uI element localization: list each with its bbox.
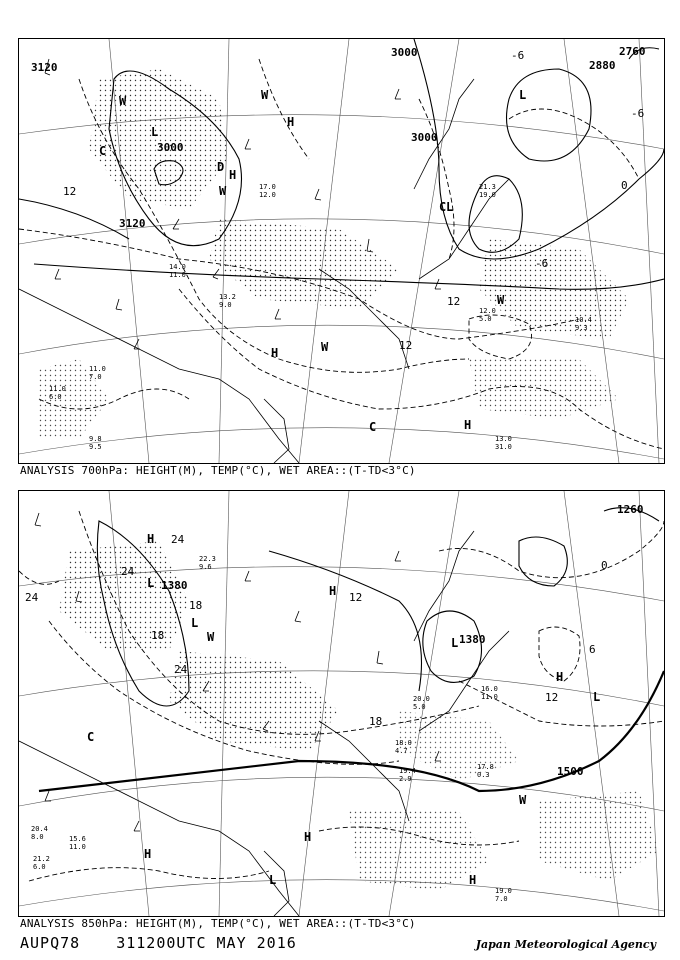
height-label: 1500: [557, 765, 584, 778]
temp-label: -6: [535, 257, 549, 270]
warm-center-marker: W: [207, 630, 215, 644]
svg-text:22.3: 22.3: [199, 555, 216, 563]
svg-text:12.0: 12.0: [479, 307, 496, 315]
warm-center-marker: W: [219, 184, 227, 198]
svg-text:2.9: 2.9: [399, 775, 412, 783]
temp-label: 18: [151, 629, 165, 642]
low-center-marker: L: [269, 873, 277, 887]
svg-text:21.2: 21.2: [33, 855, 50, 863]
height-label: 1260: [617, 503, 644, 516]
high-center-marker: H: [464, 418, 472, 432]
svg-text:11.0: 11.0: [89, 365, 106, 373]
station-plot: [399, 767, 416, 783]
svg-text:8.0: 8.0: [31, 833, 44, 841]
svg-text:11.0: 11.0: [69, 843, 86, 851]
svg-text:0.3: 0.3: [477, 771, 490, 779]
warm-center-marker: W: [119, 94, 127, 108]
svg-text:13.2: 13.2: [219, 293, 236, 301]
svg-text:11.0: 11.0: [169, 271, 186, 279]
svg-text:18.0: 18.0: [395, 739, 412, 747]
svg-text:19.4: 19.4: [399, 767, 416, 775]
wet-area: [349, 811, 489, 891]
wet-area: [89, 69, 229, 209]
svg-text:10.4: 10.4: [575, 316, 592, 324]
temp-label: 12: [545, 691, 559, 704]
svg-text:5.0: 5.0: [413, 703, 426, 711]
svg-text:9.0: 9.0: [219, 301, 232, 309]
map-panel-700hpa: [18, 38, 665, 464]
map-850hpa-canvas: [19, 491, 664, 916]
svg-text:5.0: 5.0: [479, 315, 492, 323]
svg-text:14.0: 14.0: [169, 263, 186, 271]
station-plot: [479, 183, 496, 199]
high-center-marker: H: [144, 847, 152, 861]
low-center-marker: L: [147, 576, 155, 590]
high-center-marker: H: [304, 830, 312, 844]
svg-text:9.5: 9.5: [89, 443, 102, 451]
svg-text:31.0: 31.0: [495, 443, 512, 451]
high-center-marker: H: [229, 168, 237, 182]
valid-time: 311200UTC MAY 2016: [116, 934, 297, 952]
station-plot: [89, 435, 102, 451]
warm-center-marker: W: [497, 293, 505, 307]
low-center-marker: L: [519, 88, 527, 102]
svg-text:11.0: 11.0: [481, 693, 498, 701]
temp-label: 12: [447, 295, 461, 308]
svg-text:9.8: 9.8: [89, 435, 102, 443]
station-plot: [481, 685, 498, 701]
svg-text:6.0: 6.0: [33, 863, 46, 871]
station-plot: [259, 183, 276, 199]
temp-label: 6: [589, 643, 596, 656]
cold-center-marker: C: [439, 200, 447, 214]
svg-text:9.3: 9.3: [575, 324, 588, 332]
station-plot: [89, 365, 106, 381]
low-center-marker: L: [451, 636, 459, 650]
high-center-marker: H: [287, 115, 295, 129]
height-label: 3000: [391, 46, 418, 59]
station-plot: [495, 435, 512, 451]
svg-text:20.0: 20.0: [413, 695, 430, 703]
temp-label: 0: [621, 179, 628, 192]
svg-text:12.0: 12.0: [259, 191, 276, 199]
height-label: 2760: [619, 45, 646, 58]
svg-text:20.4: 20.4: [31, 825, 48, 833]
low-center-marker: L: [446, 200, 454, 214]
svg-text:7.0: 7.0: [495, 895, 508, 903]
temp-label: 24: [171, 533, 185, 546]
height-label: 1380: [459, 633, 486, 646]
warm-center-marker: W: [321, 340, 329, 354]
temp-label: 12: [63, 185, 77, 198]
station-plot: [31, 825, 48, 841]
station-plot: [219, 293, 236, 309]
map-panel-850hpa: [18, 490, 665, 917]
height-label: 3000: [157, 141, 184, 154]
temp-label: 18: [369, 715, 383, 728]
svg-text:13.0: 13.0: [495, 435, 512, 443]
panel-caption-700hpa: ANALYSIS 700hPa: HEIGHT(M), TEMP(°C), WET AREA::(T-TD<3°C): [20, 464, 416, 477]
temp-label: -6: [631, 107, 645, 120]
station-plot: [33, 855, 50, 871]
svg-text:19.0: 19.0: [495, 887, 512, 895]
svg-text:11.0: 11.0: [49, 385, 66, 393]
warm-center-marker: W: [519, 793, 527, 807]
high-center-marker: H: [556, 670, 564, 684]
temp-label: -6: [511, 49, 525, 62]
station-plot: [413, 695, 430, 711]
low-center-marker: L: [191, 616, 199, 630]
low-center-marker: L: [593, 690, 601, 704]
wet-area: [59, 541, 189, 651]
cold-center-marker: C: [87, 730, 95, 744]
warm-center-marker: W: [261, 88, 269, 102]
svg-text:9.6: 9.6: [199, 563, 212, 571]
agency-credit: Japan Meteorological Agency: [475, 938, 656, 951]
temp-label: 18: [189, 599, 203, 612]
station-plot: [477, 763, 494, 779]
temp-label: 24: [121, 565, 135, 578]
svg-text:21.3: 21.3: [479, 183, 496, 191]
wet-area: [209, 219, 399, 309]
wet-area: [169, 651, 339, 751]
temp-label: 0: [601, 559, 608, 572]
temp-label: 12: [349, 591, 363, 604]
svg-text:16.0: 16.0: [481, 685, 498, 693]
cold-center-marker: C: [99, 144, 107, 158]
temp-label: 24: [174, 663, 188, 676]
height-label: 1380: [161, 579, 188, 592]
height-label: 3120: [31, 61, 58, 74]
chart-footer: [20, 934, 323, 952]
chart-code: AUPQ78: [20, 934, 81, 952]
svg-text:15.6: 15.6: [69, 835, 86, 843]
high-center-marker: H: [469, 873, 477, 887]
station-plot: [169, 263, 186, 279]
temp-label: 12: [399, 339, 413, 352]
svg-text:19.0: 19.0: [479, 191, 496, 199]
station-plot: [69, 835, 86, 851]
temp-label: 24: [25, 591, 39, 604]
svg-text:7.0: 7.0: [89, 373, 102, 381]
dry-center-marker: D: [217, 160, 225, 174]
panel-caption-850hpa: ANALYSIS 850hPa: HEIGHT(M), TEMP(°C), WET AREA::(T-TD<3°C): [20, 917, 416, 930]
low-center-marker: L: [151, 125, 159, 139]
map-700hpa-canvas: [19, 39, 664, 463]
station-plot: [495, 887, 512, 903]
svg-text:4.7: 4.7: [395, 747, 408, 755]
high-center-marker: H: [329, 584, 337, 598]
wet-area: [539, 791, 659, 881]
cold-center-marker: C: [369, 420, 377, 434]
svg-text:6.0: 6.0: [49, 393, 62, 401]
height-label: 3000: [411, 131, 438, 144]
svg-text:17.0: 17.0: [259, 183, 276, 191]
high-center-marker: H: [147, 532, 155, 546]
height-label: 2880: [589, 59, 616, 72]
svg-text:17.8: 17.8: [477, 763, 494, 771]
high-center-marker: H: [271, 346, 279, 360]
height-label: 3120: [119, 217, 146, 230]
